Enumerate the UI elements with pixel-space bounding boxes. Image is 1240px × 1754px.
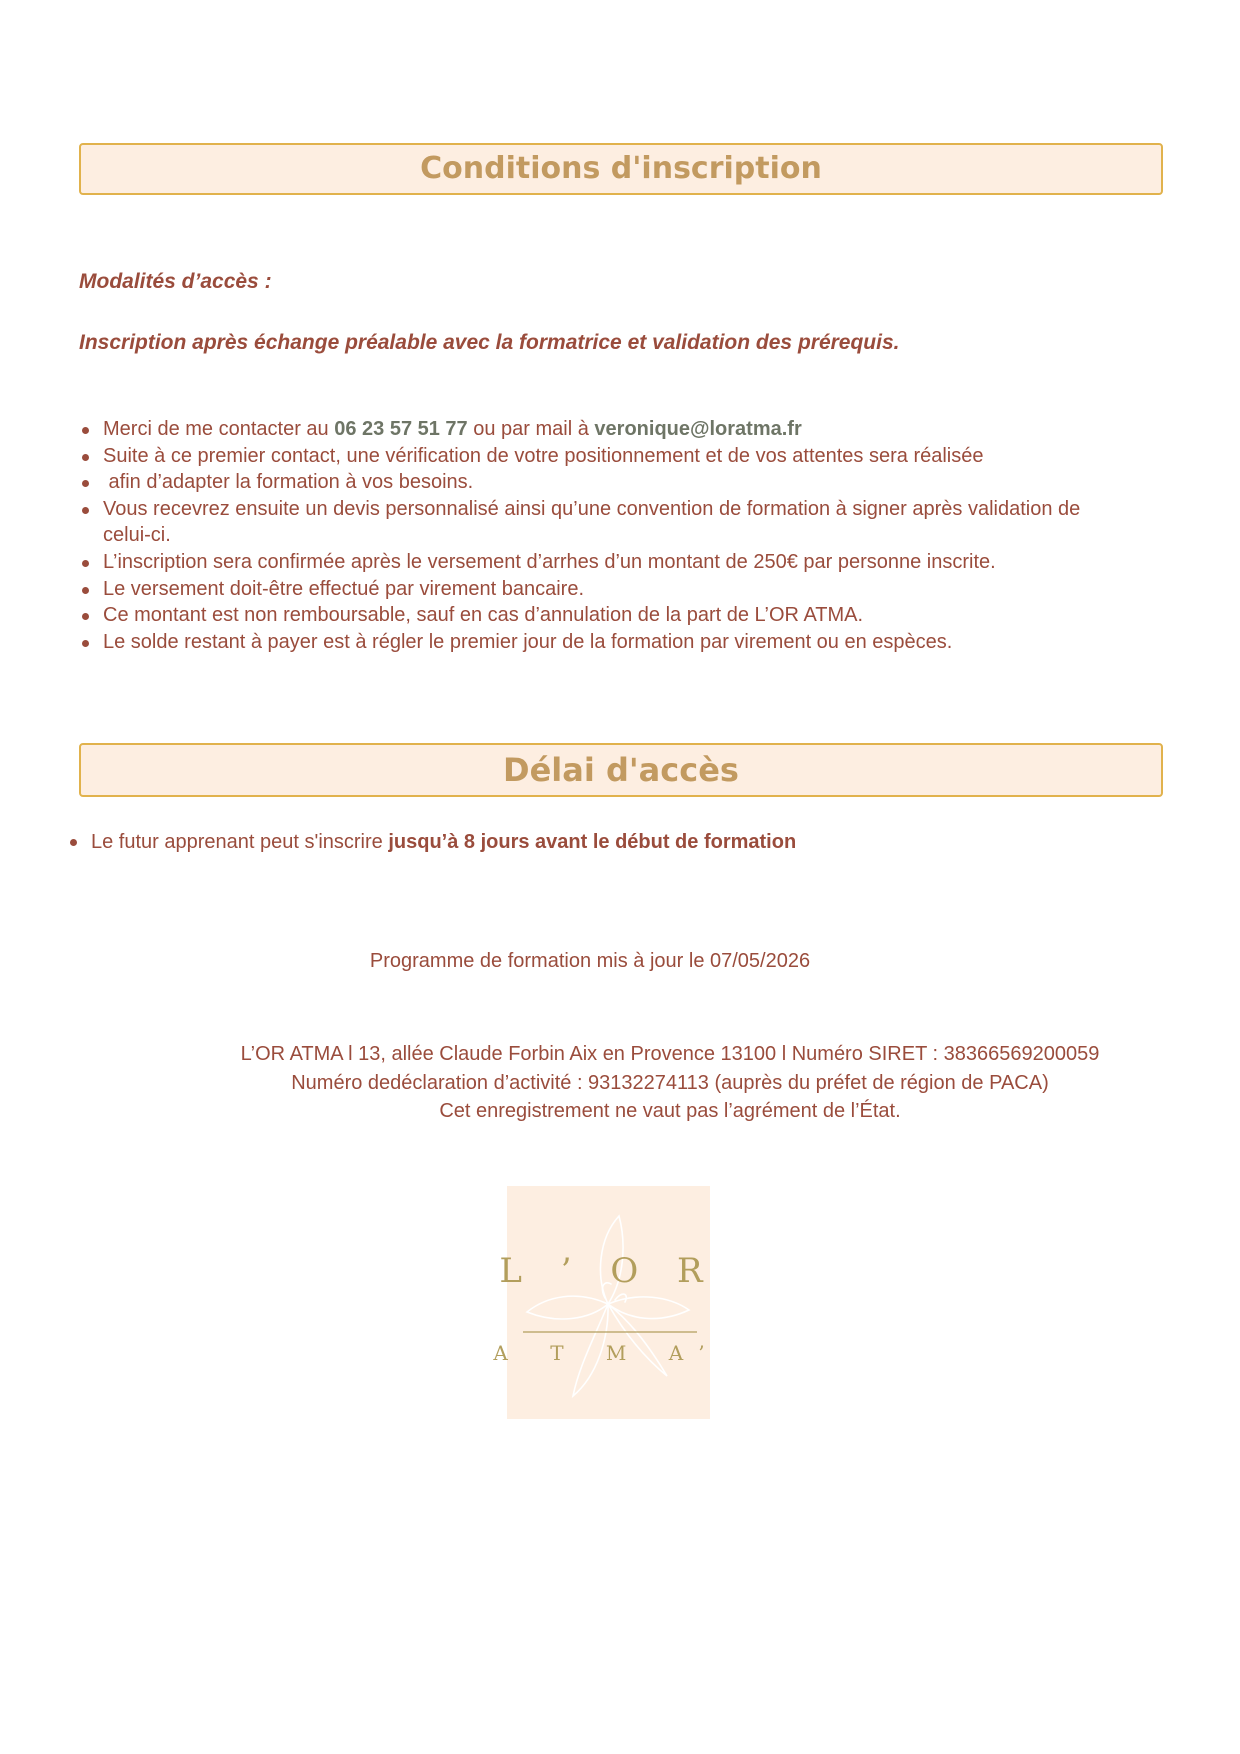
contact-prefix: Merci de me contacter au [103,418,335,440]
delai-list [67,829,1191,855]
lotus-flower-icon [493,1186,723,1419]
contact-middle: ou par mail à [467,418,595,440]
list-item-contact [103,416,1193,443]
list-item: afin d’adapter la formation à vos besoins. [103,469,1193,496]
logo-bottom-text: A T M A’ [493,1341,723,1365]
email-link[interactable]: veronique@loratma.fr [594,418,802,440]
loratma-logo [493,1186,723,1419]
phone-number[interactable]: 06 23 57 51 77 [334,418,468,440]
list-item: L’inscription sera confirmée après le versement d’arrhes d’un montant de 250€ par personne inscrite. [103,549,1193,576]
footer-declaration: Numéro dedéclaration d’activité : 93132274113 (auprès du préfet de région de PACA) [291,1071,1049,1094]
delai-acces-title: Délai d'accès [503,751,739,789]
program-updated-date: Programme de formation mis à jour le 07/05/2026 [369,950,811,972]
list-item: Vous recevrez ensuite un devis personnalisé ainsi qu’une convention de formation à signer après validation de celui-ci. [103,496,1113,549]
list-item: Le solde restant à payer est à régler le premier jour de la formation par virement ou en espèces. [103,629,1193,656]
footer-address: L’OR ATMA l 13, allée Claude Forbin Aix en Provence 13100 l Numéro SIRET : 38366569200059 [240,1043,1100,1065]
footer-disclaimer: Cet enregistrement ne vaut pas l’agrément de l’État. [439,1100,901,1122]
delai-prefix: Le futur apprenant peut s'inscrire [91,831,389,853]
list-item-delai [91,829,1191,855]
inscription-statement: Inscription après échange préalable avec la formatrice et validation des prérequis. [79,331,900,354]
logo-top-text: L ’ O R [499,1251,717,1291]
conditions-inscription-header [79,143,1163,195]
conditions-inscription-title: Conditions d'inscription [420,151,822,186]
list-item: Suite à ce premier contact, une vérification de votre positionnement et de vos attentes sera réalisée [103,443,1193,470]
list-item: Ce montant est non remboursable, sauf en cas d’annulation de la part de L’OR ATMA. [103,602,1193,629]
delai-acces-header [79,743,1163,797]
list-item: Le versement doit-être effectué par virement bancaire. [103,576,1193,603]
conditions-list [79,416,1193,655]
modalites-acces-label: Modalités d’accès : [79,270,272,293]
footer-legal [100,1040,1240,1126]
delai-highlight: jusqu’à 8 jours avant le début de formation [388,831,797,853]
